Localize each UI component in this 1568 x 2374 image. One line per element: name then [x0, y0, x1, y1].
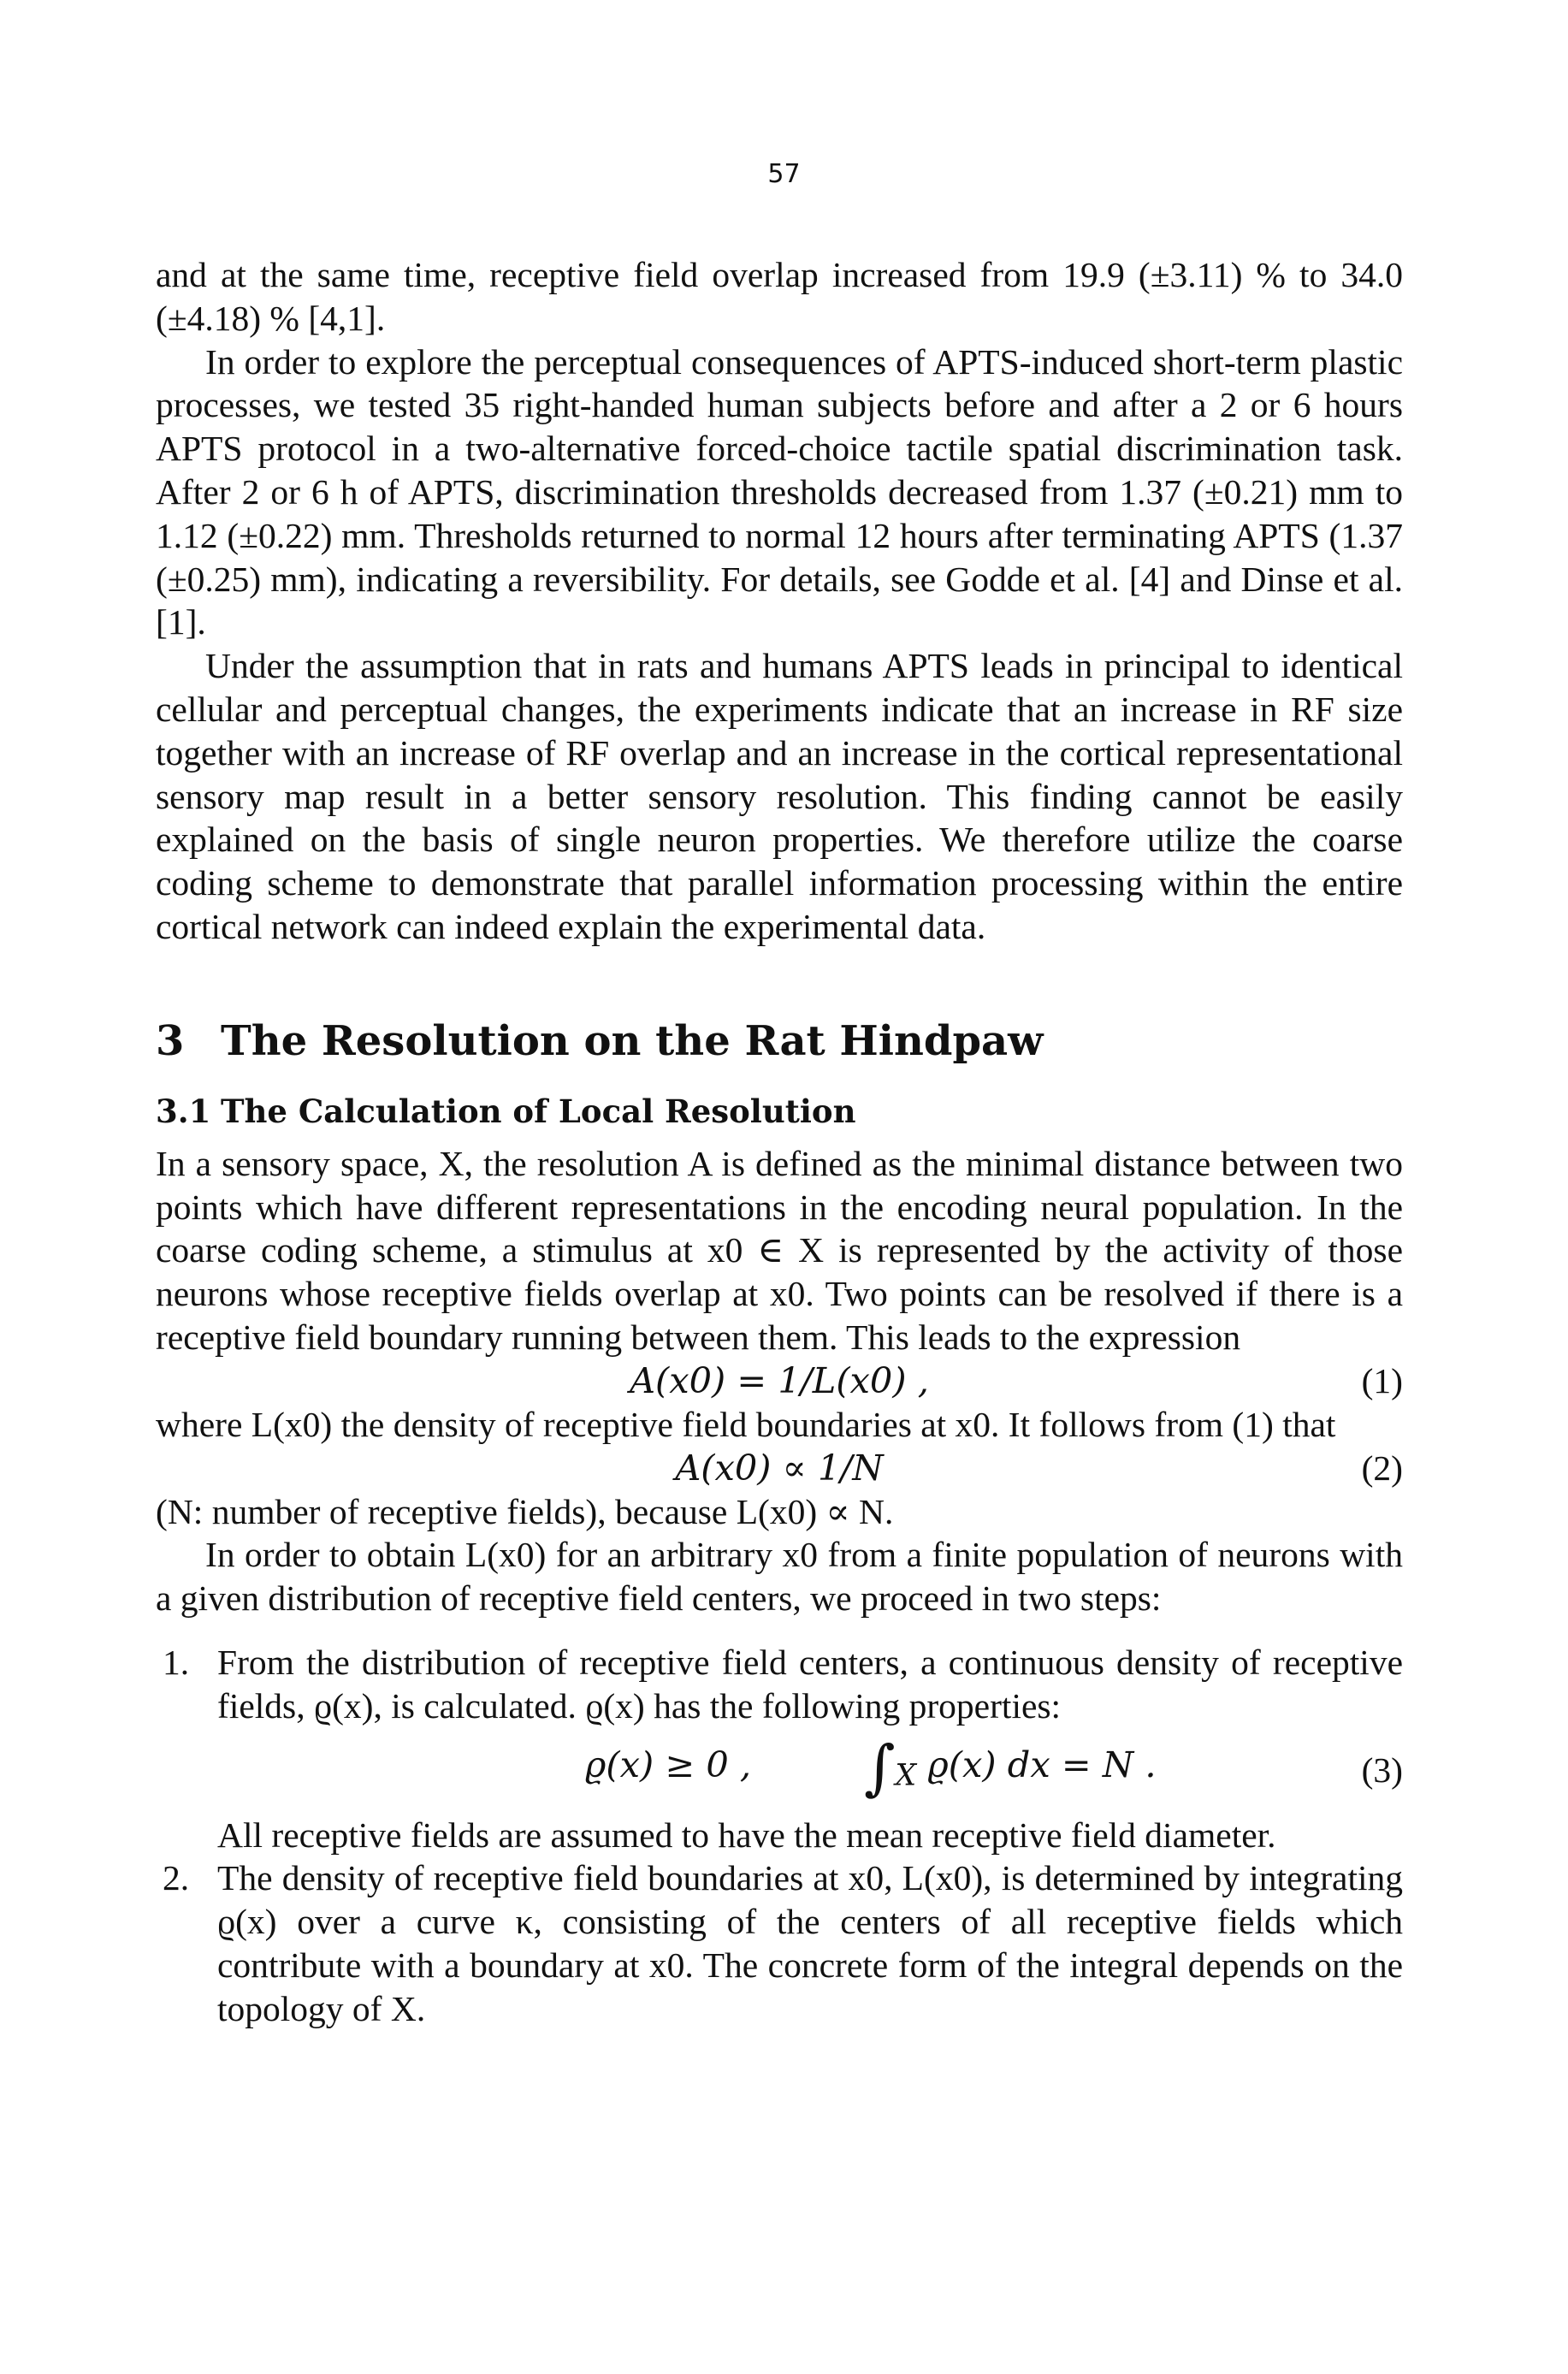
equation-1-number: (1) [1361, 1360, 1403, 1400]
paragraph-number-receptive-fields: (N: number of receptive fields), because L(x0) ∝ N. [156, 1491, 894, 1531]
section-number: 3 [156, 1016, 185, 1065]
equation-2 [156, 1447, 1403, 1490]
integral-subscript: X [895, 1758, 917, 1793]
paragraph-mean-diameter: All receptive fields are assumed to have the mean receptive field diameter. [217, 1815, 1276, 1855]
equation-2-body: A(x0) ∝ 1/N [675, 1446, 884, 1489]
body-text [156, 253, 1403, 2031]
equation-3-number: (3) [1361, 1750, 1403, 1791]
subsection-heading [156, 1091, 1403, 1132]
list-item-1 [156, 1641, 1403, 1856]
page-number: 57 [767, 159, 801, 189]
list-item-text: The density of receptive field boundaries at x0, L(x0), is determined by integrating ϱ(x) over a curve κ, consisting of the centers of all receptive fields which contribute with a boundary at x0. The concrete form of the integral depends on the topology of X. [217, 1858, 1403, 2028]
paragraph-perceptual: In order to explore the perceptual consequences of APTS-induced short-term plastic processes, we tested 35 right-handed human subjects before and after a 2 or 6 hours APTS protocol in a two-alternative forced-choice tactile spatial discrimination task. After 2 or 6 h of APTS, discrimination thresholds decreased from 1.37 (±0.21) mm to 1.12 (±0.22) mm. Thresholds returned to normal 12 hours after terminating APTS (1.37 (±0.25) mm), indicating a reversibility. For details, see Godde et al. [4] and Dinse et al. [1]. [156, 341, 1403, 642]
paragraph-density-boundaries: where L(x0) the density of receptive field boundaries at x0. It follows from (1) that [156, 1404, 1336, 1444]
list-marker: 1. [163, 1642, 190, 1682]
equation-3-right: ϱ(x) dx = N . [927, 1743, 1157, 1785]
subsection-title: The Calculation of Local Resolution [221, 1092, 856, 1130]
paragraph-two-steps: In order to obtain L(x0) for an arbitrary x0 from a finite population of neurons with a given distribution of receptive field centers, we proceed in two steps: [156, 1535, 1403, 1619]
section-heading [156, 1015, 1403, 1067]
spacer [156, 1620, 1403, 1641]
list-item-text: From the distribution of receptive field centers, a continuous density of receptive fields, ϱ(x), is calculated. ϱ(x) has the following properties: [217, 1642, 1403, 1726]
section-title: The Resolution on the Rat Hindpaw [221, 1016, 1044, 1065]
equation-2-number: (2) [1361, 1447, 1403, 1488]
integral-sign: ∫ [864, 1732, 896, 1803]
list-marker: 2. [163, 1858, 190, 1898]
list-item-2 [156, 1856, 1403, 2030]
equation-1-body: A(x0) = 1/L(x0) , [630, 1359, 929, 1401]
equation-3-body [217, 1732, 1403, 1803]
equation-3-left: ϱ(x) ≥ 0 , [585, 1743, 752, 1785]
subsection-number: 3.1 [156, 1092, 211, 1130]
equation-1 [156, 1359, 1403, 1403]
paragraph-assumption: Under the assumption that in rats and humans APTS leads in principal to identical cellular and perceptual changes, the experiments indicate that an increase in RF size together with an increase of RF overlap and an increase in the cortical representational sensory map result in a better sensory resolution. This finding cannot be easily explained on the basis of single neuron properties. We therefore utilize the coarse coding scheme to demonstrate that parallel information processing within the entire cortical network can indeed explain the experimental data. [156, 646, 1403, 946]
paragraph-overlap: and at the same time, receptive field overlap increased from 19.9 (±3.11) % to 34.0 (±4.18) % [4,1]. [156, 255, 1403, 338]
paragraph-resolution-definition: In a sensory space, X, the resolution A is defined as the minimal distance between two points which have different representations in the encoding neural population. In the coarse coding scheme, a stimulus at x0 ∈ X is represented by the activity of those neurons whose receptive fields overlap at x0. Two points can be resolved if there is a receptive field boundary running between them. This leads to the expression [156, 1143, 1403, 1357]
equation-3 [217, 1728, 1403, 1814]
